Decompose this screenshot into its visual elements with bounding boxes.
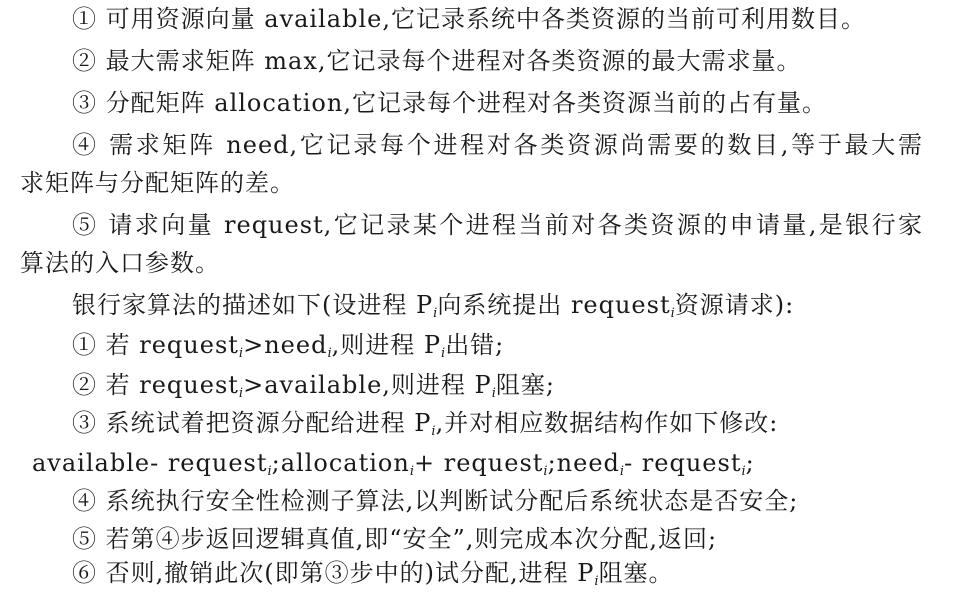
intro-text-1: 银行家算法的描述如下(设进程 P: [72, 291, 434, 319]
step6-subscript-1: i: [594, 574, 599, 589]
step1-text-3: ,则进程 P: [331, 331, 442, 359]
step3-text-1: ③ 系统试着把资源分配给进程 P: [72, 409, 432, 437]
step1-text-4: 出错;: [445, 331, 505, 359]
paragraph-request-line2: 算法的入口参数。: [20, 249, 220, 277]
formula-text-6: ;: [745, 449, 755, 477]
formula-subscript-5: i: [741, 464, 746, 479]
paragraph-request-line1: ⑤ 请求向量 request,它记录某个进程当前对各类资源的申请量,是银行家: [72, 211, 923, 239]
step1-subscript-1: i: [238, 346, 244, 361]
paragraph-need-line1: ④ 需求矩阵 need,它记录每个进程对各类资源尚需要的数目,等于最大需: [72, 131, 923, 159]
step3-text-2: ,并对相应数据结构作如下修改:: [435, 409, 779, 437]
formula-subscript-2: i: [409, 464, 414, 479]
step2-subscript-1: i: [238, 386, 244, 401]
formula-text-4: ;need: [547, 449, 620, 477]
step2-text-1: ② 若 request: [72, 371, 239, 399]
paragraph-max: ② 最大需求矩阵 max,它记录每个进程对各类资源的最大需求量。: [72, 47, 802, 75]
paragraph-need-line2: 求矩阵与分配矩阵的差。: [20, 169, 295, 197]
algorithm-intro: [0, 288, 963, 331]
intro-text-3: 资源请求):: [674, 291, 795, 319]
formula-subscript-4: i: [619, 464, 625, 479]
formula-subscript-1: i: [267, 464, 272, 479]
algorithm-step-3: [0, 406, 963, 449]
step6-text-1: ⑥ 否则,撤销此次(即第③步中的)试分配,进程 P: [72, 559, 595, 587]
step1-text-2: >need: [243, 331, 328, 359]
step1-subscript-2: i: [327, 346, 332, 361]
intro-subscript-1: i: [433, 306, 438, 321]
step2-subscript-2: i: [491, 386, 496, 401]
formula-text-1: available- request: [32, 449, 268, 477]
step2-text-2: >available,则进程 P: [243, 371, 492, 399]
algorithm-step-4: ④ 系统执行安全性检测子算法,以判断试分配后系统状态是否安全;: [72, 487, 799, 515]
formula-text-2: ;allocation: [271, 449, 410, 477]
algorithm-step-6: [0, 556, 963, 599]
step1-text-1: ① 若 request: [72, 331, 239, 359]
formula-text-5: - request: [624, 449, 742, 477]
formula-text-3: + request: [414, 449, 544, 477]
algorithm-step-2: [0, 368, 963, 411]
formula-subscript-3: i: [543, 464, 548, 479]
intro-text-2: 向系统提出 request: [437, 291, 671, 319]
intro-subscript-2: i: [670, 306, 675, 321]
paragraph-available: ① 可用资源向量 available,它记录系统中各类资源的当前可利用数目。: [72, 5, 866, 33]
step6-text-2: 阻塞。: [598, 559, 674, 587]
paragraph-allocation: ③ 分配矩阵 allocation,它记录每个进程对各类资源当前的占有量。: [72, 89, 827, 117]
step1-subscript-3: i: [441, 346, 446, 361]
algorithm-step-5: ⑤ 若第④步返回逻辑真值,即“安全”,则完成本次分配,返回;: [72, 525, 718, 553]
step2-text-3: 阻塞;: [495, 371, 555, 399]
algorithm-step-1: [0, 328, 963, 371]
algorithm-step-3-formula: [0, 446, 963, 489]
step3-subscript-1: i: [431, 424, 436, 439]
